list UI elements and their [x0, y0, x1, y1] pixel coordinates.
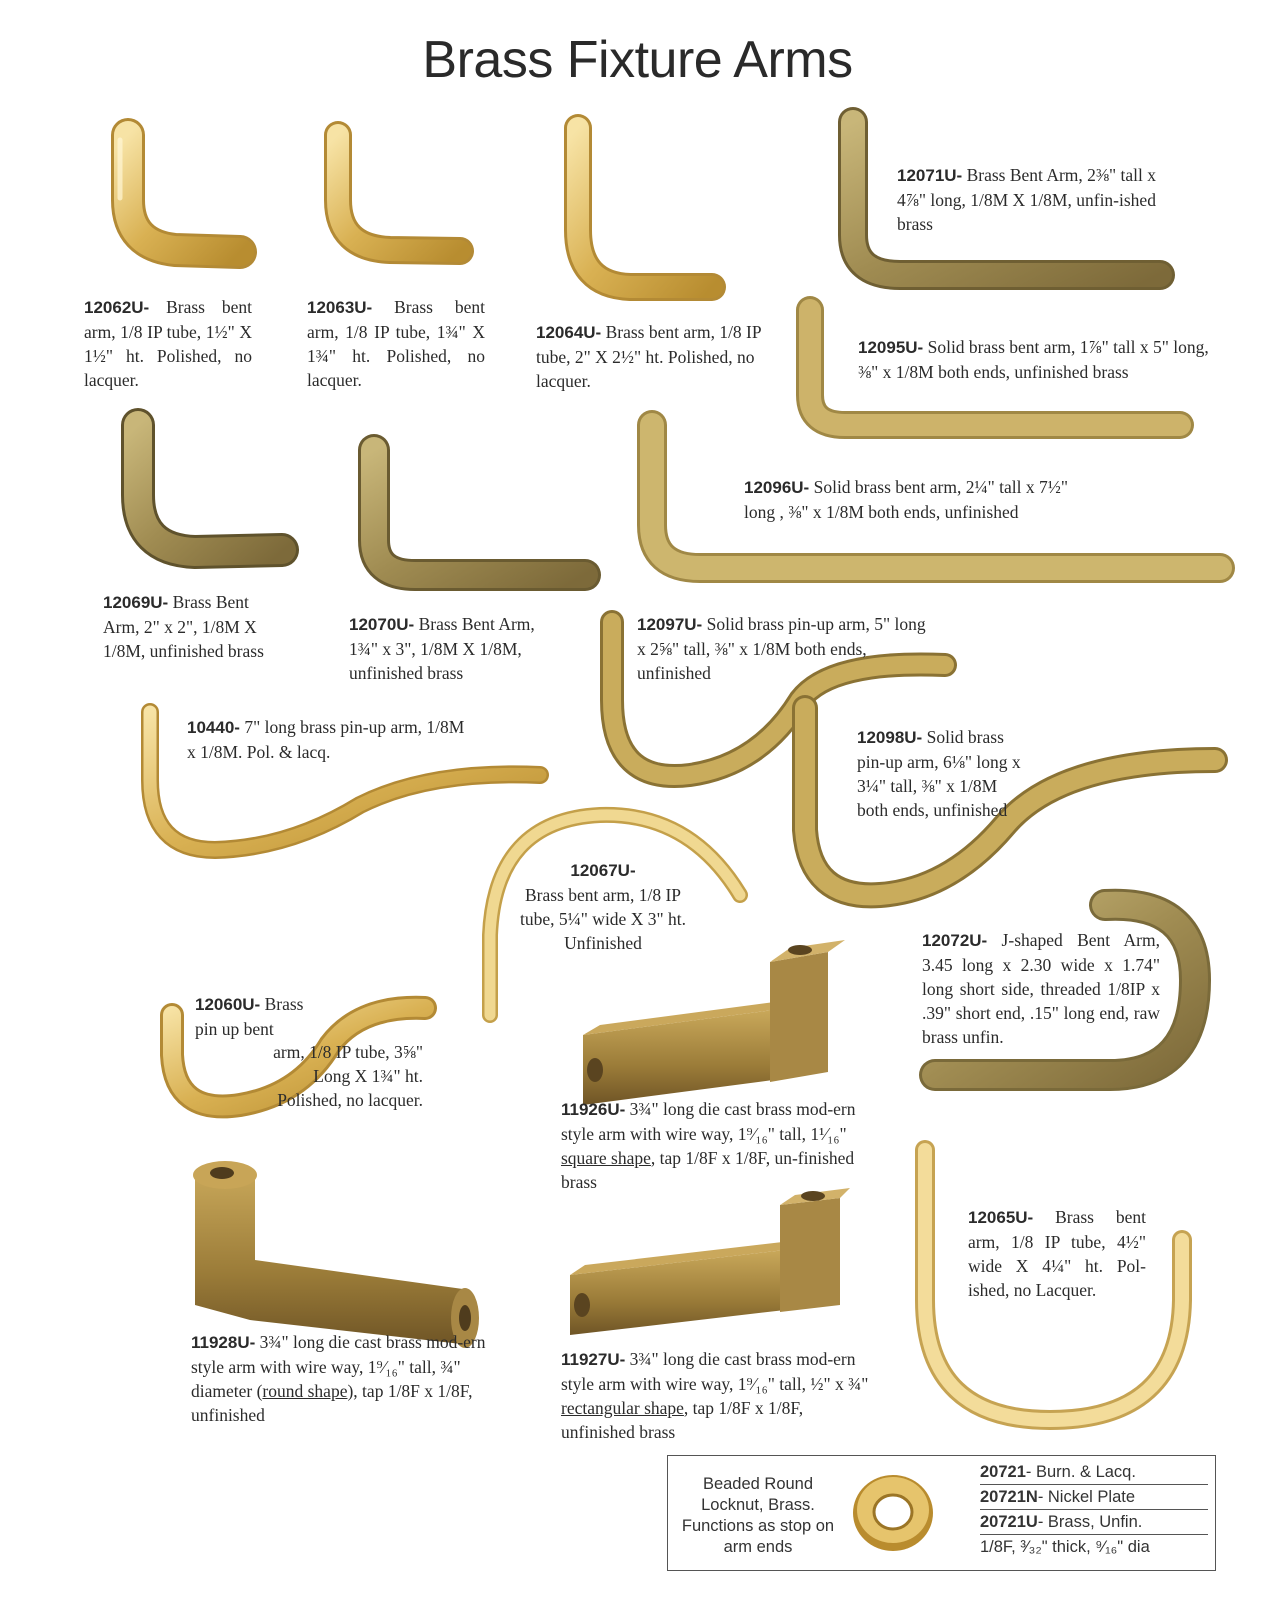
arm-photo-12063u	[338, 135, 460, 251]
caption-12072u: 12072U- J-shaped Bent Arm, 3.45 long x 2.30 wide x 1.74" long short side, threaded 1/8IP x .39" short end, .15" long end, raw brass unfin.	[922, 930, 1160, 1047]
arm-photo-11928u	[193, 1161, 479, 1348]
caption-11927u: 11927U- 3¾" long die cast brass mod-ern style arm with wire way, 1⁹⁄₁₆" tall, ½" x ¾" rectangular shape, tap 1/8F x 1/8F, unfinished brass	[561, 1349, 869, 1442]
caption-12098u: 12098U- Solid brass pin-up arm, 6⅛" long x 3¼" tall, ⅜" x 1/8M both ends, unfinished	[857, 727, 1021, 820]
caption-12060u-a: 12060U- Brass pin up bent	[195, 994, 304, 1039]
shape-link-round: round shape	[262, 1381, 348, 1401]
caption-12067u: 12067U- Brass bent arm, 1/8 IP tube, 5¼" wide X 3" ht. Unfinished	[520, 861, 686, 953]
caption-12060u-b: arm, 1/8 IP tube, 3⅝" Long X 1¾" ht. Polished, no lacquer.	[273, 1042, 423, 1110]
arm-photo-11927u	[570, 1188, 850, 1335]
arm-photo-12064u	[578, 128, 712, 287]
page-title: Brass Fixture Arms	[422, 31, 853, 89]
caption-12069u: 12069U- Brass Bent Arm, 2" x 2", 1/8M X 1/8M, unfinished brass	[103, 592, 264, 661]
locknut-row: 20721N- Nickel Plate	[980, 1485, 1208, 1510]
locknut-description: Beaded Round Locknut, Brass. Functions as stop on arm ends	[681, 1475, 835, 1556]
caption-11928u: 11928U- 3¾" long die cast brass mod-ern style arm with wire way, 1⁹⁄₁₆" tall, ¾" diameter (round shape), tap 1/8F x 1/8F, unfinished	[191, 1332, 486, 1425]
shape-link-square: square shape	[561, 1148, 651, 1168]
locknut-spec: 1/8F, ³⁄₃₂" thick, ⁹⁄₁₆" dia	[980, 1538, 1150, 1556]
caption-12097u: 12097U- Solid brass pin-up arm, 5" long x 2⅝" tall, ⅜" x 1/8M both ends, unfinished	[637, 614, 926, 683]
locknut-box	[667, 1455, 1216, 1571]
caption-12065u: 12065U- Brass bent arm, 1/8 IP tube, 4½" wide X 4¼" ht. Pol-ished, no Lacquer.	[968, 1207, 1146, 1300]
shape-link-rectangular: rectangular shape	[561, 1398, 684, 1418]
caption-12063u: 12063U- Brass bent arm, 1/8 IP tube, 1¾" X 1¾" ht. Polished, no lacquer.	[307, 297, 485, 390]
locknut-row: 20721- Burn. & Lacq.	[980, 1460, 1208, 1485]
caption-12071u: 12071U- Brass Bent Arm, 2⅜" tall x 4⅞" long, 1/8M X 1/8M, unfin-ished brass	[897, 165, 1157, 234]
arm-photo-12070u	[374, 450, 585, 575]
caption-11926u: 11926U- 3¾" long die cast brass mod-ern style arm with wire way, 1⁹⁄₁₆" tall, 1¹⁄₁₆" square shape, tap 1/8F x 1/8F, un-finished brass	[561, 1099, 856, 1192]
caption-12096u: 12096U- Solid brass bent arm, 2¼" tall x 7½" long , ⅜" x 1/8M both ends, unfinished	[744, 477, 1068, 522]
caption-10440: 10440- 7" long brass pin-up arm, 1/8M x 1/8M. Pol. & lacq.	[187, 717, 465, 762]
locknut-table	[980, 1460, 1208, 1559]
caption-12062u: 12062U- Brass bent arm, 1/8 IP tube, 1½" X 1½" ht. Polished, no lacquer.	[84, 297, 252, 390]
caption-12070u: 12070U- Brass Bent Arm, 1¾" x 3", 1/8M X 1/8M, unfinished brass	[349, 614, 535, 683]
arm-photo-11926u	[583, 940, 845, 1105]
locknut-row: 20721U- Brass, Unfin.	[980, 1510, 1208, 1535]
caption-12064u: 12064U- Brass bent arm, 1/8 IP tube, 2" X 2½" ht. Polished, no lacquer.	[536, 322, 761, 391]
arm-photo-12069u	[138, 425, 282, 552]
arm-photo-12062u	[120, 135, 240, 252]
caption-12095u: 12095U- Solid brass bent arm, 1⅞" tall x 5" long, ⅜" x 1/8M both ends, unfinished brass	[858, 337, 1209, 382]
